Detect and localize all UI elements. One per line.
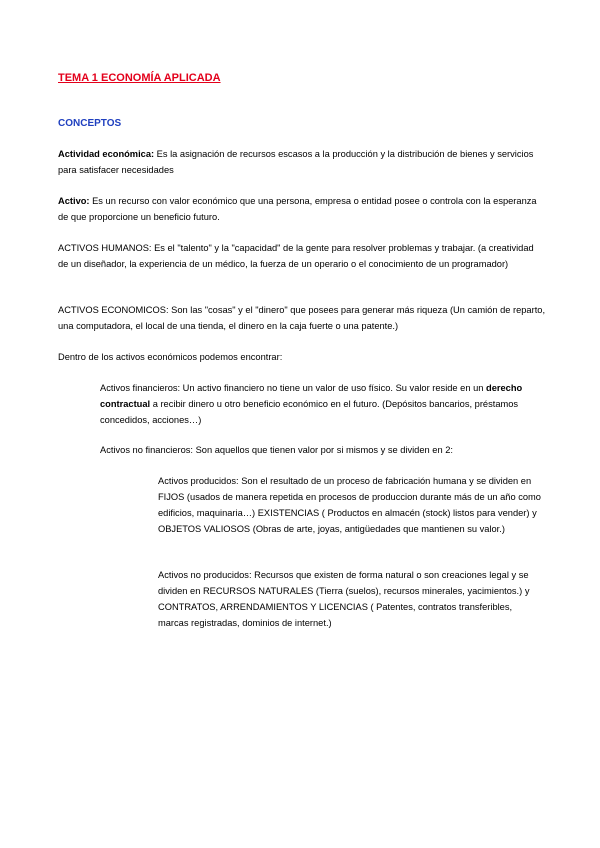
- paragraph-activos-producidos: Activos producidos: Son el resultado de un proceso de fabricación humana y se dividen en FIJOS (usados de manera repetida en procesos de produccion durante más de un año como edificios, maquinaria…) EXISTENCIAS ( Productos en almacén (stock) listos para vender) y OBJETOS VALIOSOS (Obras de arte, joyas, antigüedades que mantienen su valor.): [158, 476, 541, 534]
- paragraph-activos-no-producidos: Activos no producidos: Recursos que existen de forma natural o son creaciones legal y se dividen en RECURSOS NATURALES (Tierra (suelos), recursos minerales, yacimientos.) y CONTRATOS, ARRENDAMIENTOS Y LICENCIAS ( Patentes, contratos transferibles, marcas registradas, dominios de internet.): [158, 570, 530, 628]
- definition-actividad: [58, 146, 546, 178]
- text-segment: Activos financieros: Un activo financiero no tiene un valor de uso físico. Su valor reside en un: [100, 383, 487, 393]
- paragraph-dentro: Dentro de los activos económicos podemos encontrar:: [58, 352, 283, 362]
- definition-text: Es un recurso con valor económico que una persona, empresa o entidad posee o controla con la esperanza de que proporcione un beneficio futuro.: [58, 196, 537, 222]
- term-actividad: Actividad económica:: [58, 149, 155, 159]
- text-segment: a recibir dinero u otro beneficio económico en el futuro. (Depósitos bancarios, préstamos concedidos, acciones…): [100, 399, 519, 425]
- paragraph-activos-economicos: ACTIVOS ECONOMICOS: Son las "cosas" y el "dinero" que posees para generar más riqueza (Un camión de reparto, una computadora, el local de una tienda, el dinero en la caja fuerte o una patente.): [58, 305, 546, 331]
- paragraph-activos-financieros: [100, 380, 540, 428]
- document-title: TEMA 1 ECONOMÍA APLICADA: [58, 72, 221, 84]
- paragraph-activos-humanos: ACTIVOS HUMANOS: Es el "talento" y la "capacidad" de la gente para resolver problemas y trabajar. (a creatividad de un diseñador, la experiencia de un médico, la fuerza de un operario o el conocimiento de un programador): [58, 243, 534, 269]
- paragraph-activos-no-financieros: Activos no financieros: Son aquellos que tienen valor por si mismos y se dividen en 2:: [100, 445, 453, 455]
- term-activo: Activo:: [58, 196, 90, 206]
- term-derecho-contractual: derecho contractual: [100, 383, 523, 409]
- section-heading: CONCEPTOS: [58, 118, 122, 129]
- definition-text: Es la asignación de recursos escasos a la producción y la distribución de bienes y servicios para satisfacer necesidades: [58, 149, 534, 175]
- definition-activo: [58, 193, 546, 225]
